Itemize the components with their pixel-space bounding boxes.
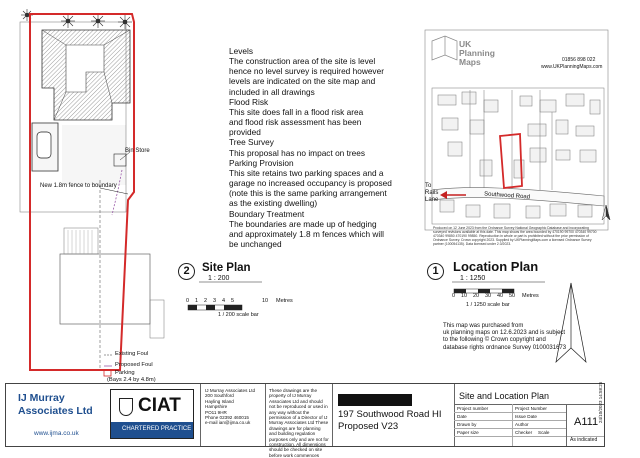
company-name: IJ Murray Associates Ltd — [18, 392, 93, 417]
legend-parking-note: (Bays 2.4 by 4.8m) — [107, 377, 156, 383]
purchase-note-line: uk planning maps on 12.6.2023 and is subject — [443, 330, 566, 337]
drawing-scale: As indicated — [570, 437, 598, 443]
notes-line: hence no level survey is required however — [229, 66, 384, 77]
notes-line: Levels — [229, 46, 253, 56]
location-scale-tick: 50 — [509, 293, 516, 299]
company-website: www.ijma.co.uk — [34, 430, 79, 437]
map-brand: UK Planning Maps — [459, 39, 495, 67]
location-scale-caption: 1 / 1250 scale bar — [466, 302, 510, 308]
site-plan-number: 2 — [178, 263, 195, 280]
row-label: Author — [515, 421, 529, 427]
notes-line: This site retains two parking spaces and a — [229, 167, 384, 178]
location-scale-tick: 20 — [473, 293, 480, 299]
map-copyright: Produced on 12 June 2023 from the Ordnance Survey National Geographic Database and incorporating surveyed revisions available at this date. This map shows the area bounded by 470190 99700 470340 99700 470340 99850 470190 99850. Reproduction in whole or part is prohibited without the prior permission of Ordnance Survey. Crown copyright 2023. Supplied by UKPlanningMaps.com a licensed Ordnance Survey partner (100054135). Data licensed under 2.0/2023. — [433, 226, 597, 246]
legend-proposed-foul: Proposed Foul — [115, 362, 153, 368]
row-label: Drawn by — [457, 421, 477, 427]
site-scale-unit: Metres — [276, 298, 293, 304]
map-website: www.UKPlanningMaps.com — [541, 64, 603, 70]
notes-line: provided — [229, 127, 261, 138]
purchase-note-line: to the following © Crown copyright and — [443, 337, 546, 344]
redacted-block — [338, 394, 412, 406]
map-phone: 01856 898 022 — [562, 57, 596, 63]
tree-symbols — [21, 9, 132, 29]
project-address: 197 Southwood Road HI — [338, 409, 442, 420]
location-scale-unit: Metres — [522, 293, 539, 299]
sheet-title: Site and Location Plan — [459, 391, 550, 401]
project-version: Proposed V23 — [338, 421, 399, 432]
site-scale-tick: 2 — [204, 298, 208, 304]
row-label: Date — [457, 413, 467, 419]
title-block — [5, 383, 605, 458]
notes-line: This site does fall in a flood risk area — [229, 106, 364, 117]
notes-line: The boundaries are made up of hedging — [229, 218, 377, 229]
notes-line: Flood Risk — [229, 96, 269, 107]
site-scale-tick: 0 — [186, 298, 190, 304]
ciat-logo — [110, 389, 194, 439]
location-scale-tick: 0 — [452, 293, 456, 299]
row-label: Checker — [515, 429, 533, 435]
rear-garden — [62, 125, 126, 185]
fence-label: New 1.8m fence to boundary — [40, 183, 117, 189]
company-address: IJ Murray Associates Ltd 200 Southford Hayling Island Hampshire PO11 9HR Phone 02392 460015 e-mail ian@ijma.co.uk — [205, 388, 256, 426]
road-name: Southwood Road — [483, 191, 531, 201]
notes-line: included in all drawings — [229, 86, 315, 97]
location-scale-tick: 30 — [485, 293, 492, 299]
site-scale-tick: 5 — [231, 298, 235, 304]
location-plan-title: Location Plan — [453, 259, 539, 274]
notes-line: and flood risk assessment has been — [229, 117, 362, 128]
site-scale-tick: 4 — [222, 298, 226, 304]
purchase-note — [443, 323, 566, 352]
site-scale-tick: 3 — [213, 298, 217, 304]
ciat-sub-bar — [111, 422, 193, 438]
car-outline — [37, 132, 51, 158]
notes-line: Parking Provision — [229, 157, 294, 168]
row-label: Project number — [457, 405, 489, 411]
notes-line: (note this is the same parking arrangement — [229, 188, 387, 199]
site-scale-tick: 1 — [195, 298, 199, 304]
disclaimer: These drawings are the property of IJ Murray Associates Ltd and should not be reproduced or used in any way without the permission of a Director of IJ Murray Associates Ltd These drawings are for planning and building regulation purposes only and are not for construction. All dimensions should be checked on site before work commences — [269, 388, 329, 458]
location-plan-scale: 1 : 1250 — [460, 275, 486, 282]
notes-line: garage no increased occupancy is proposed — [229, 178, 392, 189]
site-scale-tick: 10 — [262, 298, 269, 304]
location-plan-number: 1 — [427, 263, 444, 280]
front-building — [60, 254, 150, 324]
print-timestamp: 24/10/2023 14:58:25 — [598, 381, 603, 423]
notes-line: levels are indicated on the site map and — [229, 76, 376, 87]
purchase-note-line: This map was purchased from — [443, 323, 524, 329]
row-label: Project Number — [515, 405, 547, 411]
row-label: Paper size — [457, 429, 479, 435]
notes-line: be unchanged — [229, 238, 282, 249]
purchase-note-line: database rights ordnance Survey 0100031673 — [443, 344, 567, 351]
notes-line: The construction area of the site is level — [229, 56, 376, 67]
location-scale-tick: 40 — [497, 293, 504, 299]
drawing-number: A111 — [574, 416, 599, 428]
site-scale-caption: 1 / 200 scale bar — [218, 312, 259, 318]
ciat-text: CIAT — [138, 395, 181, 416]
ciat-sub-text: CHARTERED PRACTICE — [122, 426, 192, 432]
row-label: Issue Date — [515, 413, 537, 419]
bin-store-label: Bin Store — [125, 148, 150, 154]
legend-parking: Parking — [115, 370, 135, 376]
rails-lane-label: To Rails Lane — [425, 183, 439, 203]
legend-existing-foul: Existing Foul — [115, 351, 149, 357]
notes-line: This proposal has no impact on trees — [229, 147, 366, 158]
ciat-shield-icon — [119, 398, 133, 416]
planning-notes — [229, 46, 417, 249]
notes-line: Boundary Treatment — [229, 208, 305, 219]
notes-line: and approximately 1.8 m fences which will — [229, 228, 384, 239]
site-plan-title: Site Plan — [202, 262, 251, 274]
site-plan-scale: 1 : 200 — [208, 275, 230, 282]
row-label: Scale — [538, 429, 550, 435]
notes-line: as the existing dwelling) — [229, 198, 318, 209]
notes-line: Tree Survey — [229, 137, 274, 148]
site-scale-bar — [188, 305, 242, 310]
location-scale-tick: 10 — [461, 293, 468, 299]
